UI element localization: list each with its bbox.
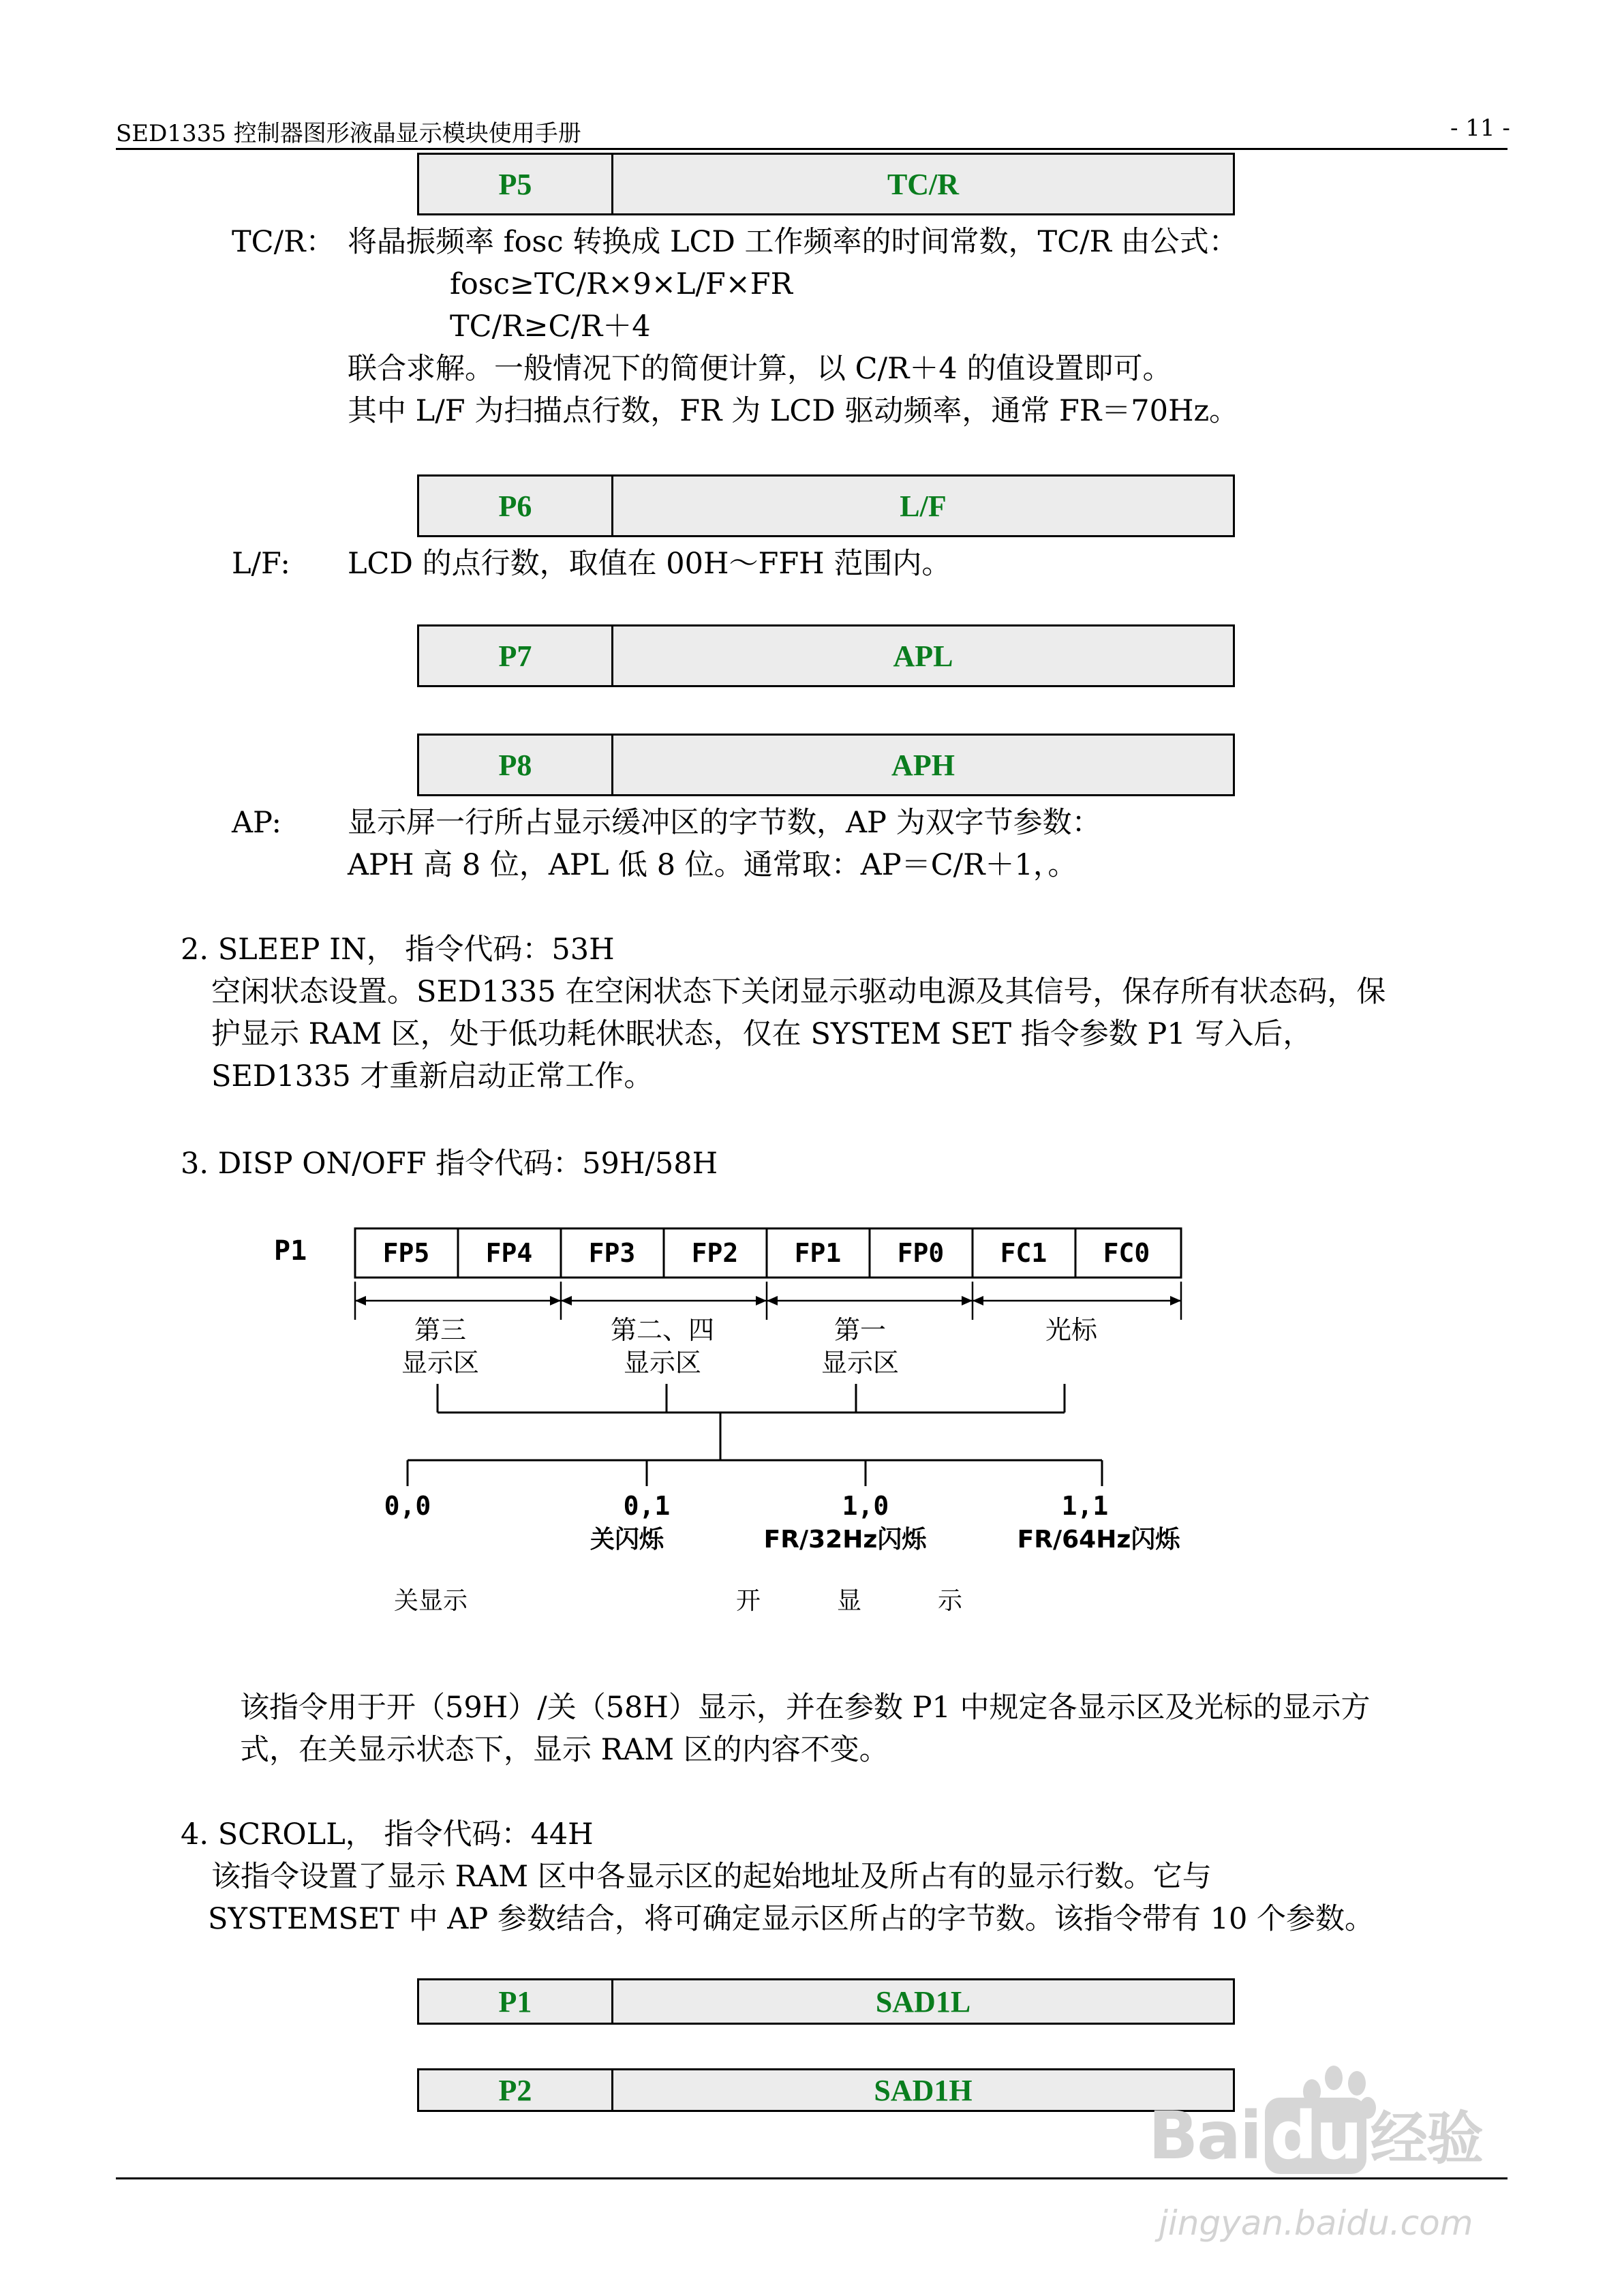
watermark-brand1: Bai xyxy=(1148,2098,1261,2174)
watermark-brand3: 经验 xyxy=(1370,2105,1482,2172)
watermark-brand2: du xyxy=(1265,2098,1366,2174)
sleep-heading: 2. SLEEP IN， 指令代码：53H xyxy=(181,933,615,967)
scroll-line2: SYSTEMSET 中 AP 参数结合，将可确定显示区所占的字节数。该指令带有 10 个参数。 xyxy=(208,1902,1374,1936)
tcr-formula1: fosc≥TC/R×9×L/F×FR xyxy=(450,267,793,301)
zone-label-third: 第三 xyxy=(414,1315,467,1345)
sleep-line1: 空闲状态设置。SED1335 在空闲状态下关闭显示驱动电源及其信号，保存所有状态码，保 xyxy=(211,975,1386,1009)
tcr-label: TC/R： xyxy=(232,225,335,259)
bit-fp3: FP3 xyxy=(588,1238,636,1268)
option-desc-noblink: 关闪烁 xyxy=(590,1526,664,1554)
bit-fp5: FP5 xyxy=(382,1238,430,1268)
param-name-cell: APH xyxy=(891,748,955,782)
scroll-line1: 该指令设置了显示 RAM 区中各显示区的起始地址及所占有的显示行数。它与 xyxy=(211,1860,1212,1894)
option-code-off: 0,0 xyxy=(384,1491,431,1521)
option-desc-blink64: FR/64Hz闪烁 xyxy=(1017,1526,1180,1554)
lf-label: L/F: xyxy=(232,547,290,581)
zone-label-first-sub: 显示区 xyxy=(821,1348,900,1378)
display-on-label-1: 开 xyxy=(735,1587,761,1615)
param-cell: P8 xyxy=(498,748,532,782)
page-number: - 11 - xyxy=(1450,115,1510,142)
bit-register-box xyxy=(355,1228,1181,1278)
param-cell: P7 xyxy=(498,639,532,673)
bit-fp0: FP0 xyxy=(897,1238,945,1268)
ap-label: AP: xyxy=(232,806,281,840)
display-on-label-3: 示 xyxy=(937,1587,963,1615)
zone-label-third-sub: 显示区 xyxy=(401,1348,480,1378)
connector-tree xyxy=(408,1384,1102,1486)
sleep-line2: 护显示 RAM 区，处于低功耗休眠状态，仅在 SYSTEM SET 指令参数 P1 写入后， xyxy=(211,1017,1313,1051)
option-code-noblink: 0,1 xyxy=(623,1491,671,1521)
tcr-formula2: TC/R≥C/R＋4 xyxy=(450,309,651,344)
lf-text: LCD 的点行数，取值在 00H～FFH 范围内。 xyxy=(348,547,951,581)
bit-fc1: FC1 xyxy=(1000,1238,1047,1268)
param-name-cell: L/F xyxy=(900,489,947,523)
param-name-cell: SAD1L xyxy=(875,1984,971,2019)
ap-line1: 显示屏一行所占显示缓冲区的字节数，AP 为双字节参数： xyxy=(348,806,1101,840)
footer-rule xyxy=(116,2177,1508,2179)
option-code-blink64: 1,1 xyxy=(1061,1491,1109,1521)
baidu-watermark xyxy=(1148,2066,1510,2174)
param-cell: P6 xyxy=(498,489,532,523)
tcr-line1: 将晶振频率 fosc 转换成 LCD 工作频率的时间常数，TC/R 由公式： xyxy=(348,225,1238,259)
scroll-heading: 4. SCROLL， 指令代码：44H xyxy=(181,1817,594,1852)
tcr-line3: 其中 L/F 为扫描点行数，FR 为 LCD 驱动频率，通常 FR＝70Hz。 xyxy=(348,394,1239,428)
param-name-cell: APL xyxy=(893,639,953,673)
disp-line2: 式，在关显示状态下，显示 RAM 区的内容不变。 xyxy=(240,1733,889,1767)
sleep-line3: SED1335 才重新启动正常工作。 xyxy=(211,1059,654,1093)
zone-label-second-fourth: 第二、四 xyxy=(610,1315,715,1345)
param-cell: P5 xyxy=(498,167,532,201)
zone-label-first: 第一 xyxy=(833,1315,887,1345)
bit-fp2: FP2 xyxy=(691,1238,739,1268)
param-name-cell: TC/R xyxy=(887,167,960,201)
ap-line2: APH 高 8 位，APL 低 8 位。通常取：AP＝C/R＋1，。 xyxy=(348,848,1077,882)
param-table-sad1h xyxy=(417,2068,1235,2112)
bit-fc0: FC0 xyxy=(1103,1238,1150,1268)
bit-fp4: FP4 xyxy=(485,1238,533,1268)
display-off-label: 关显示 xyxy=(393,1587,468,1615)
zone-label-cursor: 光标 xyxy=(1045,1315,1098,1345)
param-name-cell: SAD1H xyxy=(874,2073,973,2107)
disp-line1: 该指令用于开（59H）/关（58H）显示，并在参数 P1 中规定各显示区及光标的显示方 xyxy=(240,1691,1371,1725)
bit-fp1: FP1 xyxy=(794,1238,842,1268)
register-label: P1 xyxy=(274,1235,307,1267)
param-table-sad1l xyxy=(417,1978,1235,2025)
header-title: SED1335 控制器图形液晶显示模块使用手册 xyxy=(116,120,581,147)
param-cell: P1 xyxy=(498,1984,532,2019)
zone-label-second-fourth-sub: 显示区 xyxy=(623,1348,702,1378)
option-desc-blink32: FR/32Hz闪烁 xyxy=(763,1526,927,1554)
watermark-url: jingyan.baidu.com xyxy=(1159,2203,1473,2243)
disp-heading: 3. DISP ON/OFF 指令代码：59H/58H xyxy=(181,1147,718,1181)
display-on-label-2: 显 xyxy=(836,1587,862,1615)
param-cell: P2 xyxy=(498,2073,532,2107)
option-code-blink32: 1,0 xyxy=(842,1491,889,1521)
tcr-line2: 联合求解。一般情况下的简便计算，以 C/R＋4 的值设置即可。 xyxy=(348,352,1172,386)
